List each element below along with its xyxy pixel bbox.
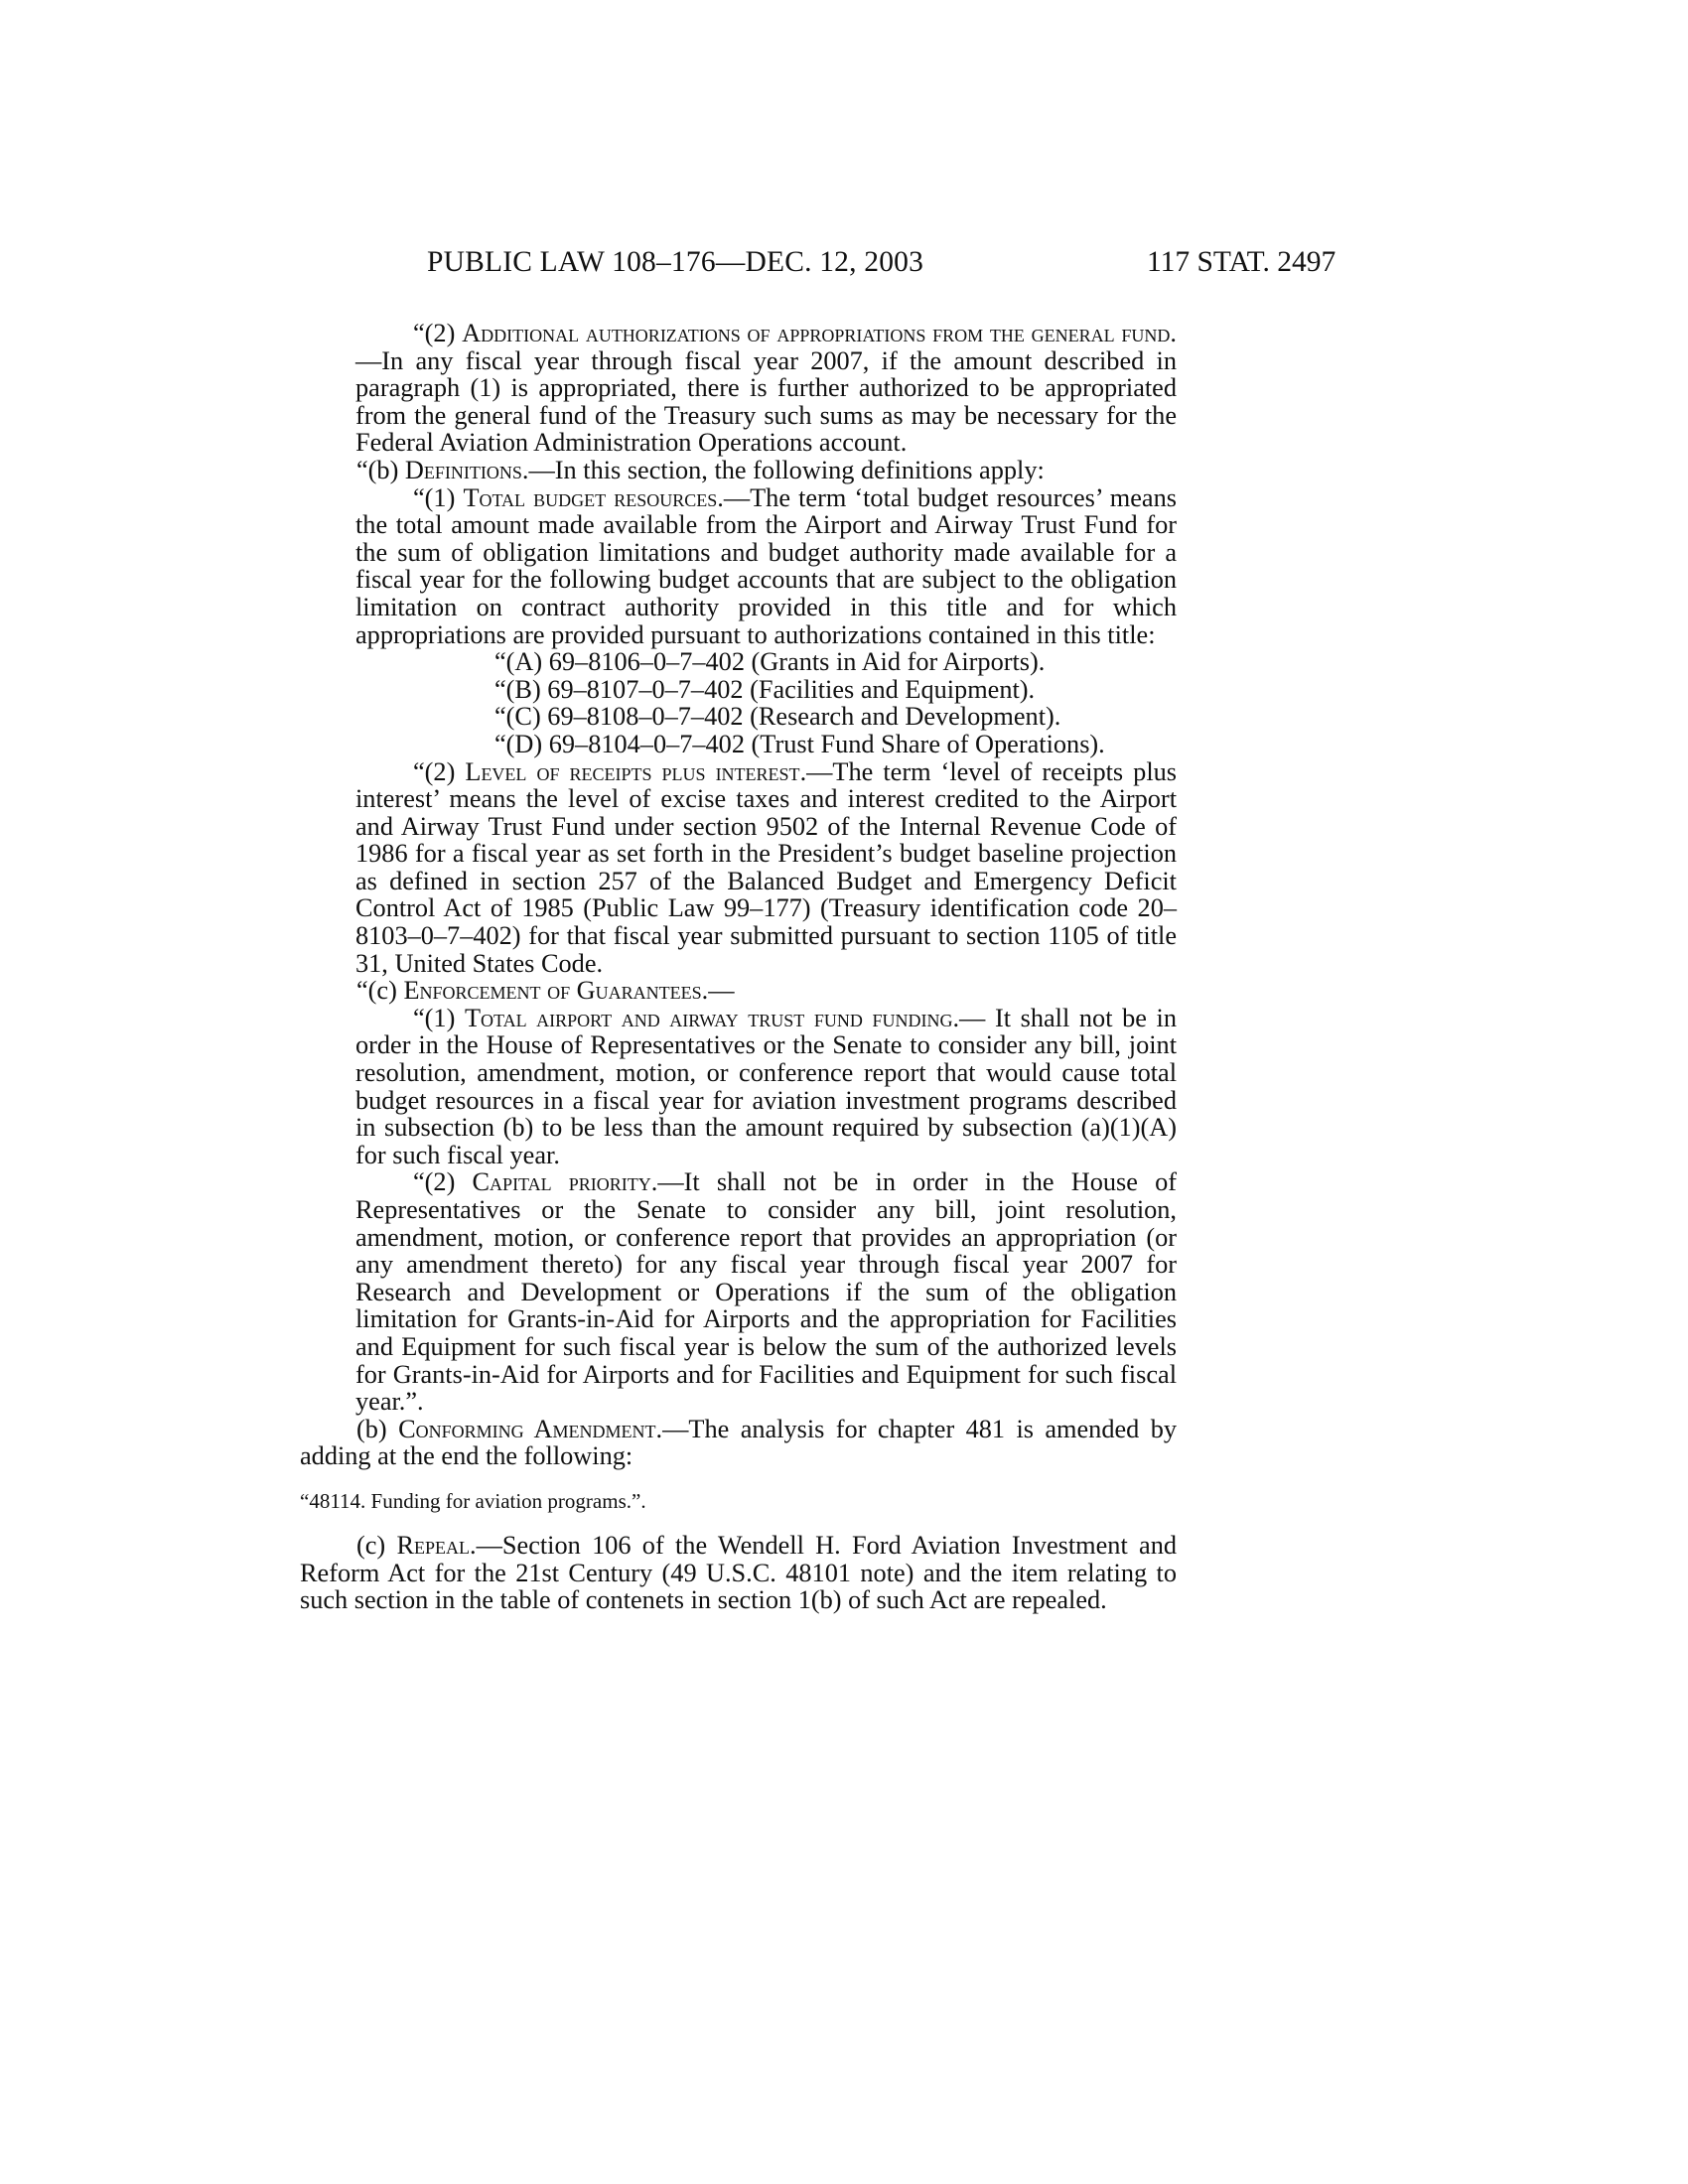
running-head-title: PUBLIC LAW 108–176—DEC. 12, 2003 bbox=[427, 246, 924, 278]
page-header bbox=[0, 246, 1688, 286]
paragraph-c2: “(2) Capital priority.—It shall not be in order in the House of Representatives or the Senate to consider any bill, joint resolution, amendment, motion, or conference report that provides an appropriation (or any amendment thereto) for any fiscal year through fiscal year 2007 for Research and Development or Operations if the sum of the obligation limitation for Grants-in-Aid for Airports and the appropriation for Facilities and Equipment for such fiscal year is below the sum of the authorized levels for Grants-in-Aid for Airports and for Facilities and Equipment for such fiscal year.”. bbox=[355, 1167, 1178, 1417]
paragraph-b1: “(1) Total budget resources.—The term ‘total budget resources’ means the total amount made available from the Airport and Airway Trust Fund for the sum of obligation limitations and budget authority made available for a fiscal year for the following budget accounts that are subject to the obligation limitation on contract authority provided in this title and for which appropriations are provided pursuant to authorizations contained in this title: bbox=[355, 482, 1177, 649]
subsection-heading: Conforming Amendment bbox=[398, 1414, 656, 1443]
subsection-c: “(c) Enforcement of Guarantees.— bbox=[356, 976, 735, 1006]
table-of-sections-item: “48114. Funding for aviation programs.”. bbox=[300, 1488, 646, 1513]
paragraph-heading: Additional authorizations of appropriations from the general fund bbox=[462, 319, 1171, 347]
subsection-b: “(b) Definitions.—In this section, the following definitions apply: bbox=[356, 455, 1045, 484]
paragraph-b2: “(2) Level of receipts plus interest.—The term ‘level of receipts plus interest’ means the level of excise taxes and interest credited to the Airport and Airway Trust Fund under section 9502 of the Internal Revenue Code of 1986 for a fiscal year as set forth in the President’s budget baseline projection as defined in section 257 of the Balanced Budget and Emergency Deficit Control Act of 1985 (Public Law 99–177) (Treasury identification code 20–8103–0–7–402) for that fiscal year submitted pursuant to section 1105 of title 31, United States Code. bbox=[355, 756, 1178, 978]
subsection-heading: Repeal bbox=[396, 1530, 471, 1560]
paragraph-heading: Level of receipts plus interest bbox=[465, 756, 800, 786]
repeal-subsection: (c) Repeal.—Section 106 of the Wendell H. Ford Aviation Investment and Reform Act for the 21st Century (49 U.S.C. 48101 note) and the item relating to such section in the table of contenets in section 1(b) of such Act are repealed. bbox=[300, 1530, 1177, 1615]
paragraph-heading: Total budget resources bbox=[463, 482, 718, 512]
subparagraph-b1a: “(A) 69–8106–0–7–402 (Grants in Aid for Airports). bbox=[494, 647, 1046, 677]
paragraph-heading: Total airport and airway trust fund funding bbox=[464, 1003, 953, 1032]
statute-body bbox=[300, 320, 1177, 1614]
subparagraph-b1c: “(C) 69–8108–0–7–402 (Research and Development). bbox=[494, 702, 1061, 732]
paragraph-c1: “(1) Total airport and airway trust fund funding.— It shall not be in order in the House of Representatives or the Senate to consider any bill, joint resolution, amendment, motion, or conference report that would cause total budget resources in a fiscal year for aviation investment programs described in subsection (b) to be less than the amount required by subsection (a)(1)(A) for such fiscal year. bbox=[355, 1003, 1177, 1169]
subsection-heading: Enforcement of Guarantees bbox=[403, 976, 702, 1006]
conforming-amendment: (b) Conforming Amendment.—The analysis for chapter 481 is amended by adding at the end the following: bbox=[300, 1414, 1177, 1471]
subparagraph-b1d: “(D) 69–8104–0–7–402 (Trust Fund Share of Operations). bbox=[494, 729, 1105, 758]
paragraph-a2: “(2) Additional authorizations of appropriations from the general fund.—In any fiscal year through fiscal year 2007, if the amount described in paragraph (1) is appropriated, there is further authorized to be appropriated from the general fund of the Treasury such sums as may be necessary for the Federal Aviation Administration Operations account. bbox=[355, 319, 1177, 458]
subsection-heading: Definitions bbox=[404, 455, 522, 484]
statute-page-number: 117 STAT. 2497 bbox=[1147, 246, 1336, 278]
subparagraph-b1b: “(B) 69–8107–0–7–402 (Facilities and Equipment). bbox=[494, 674, 1036, 704]
paragraph-heading: Capital priority bbox=[472, 1167, 651, 1197]
